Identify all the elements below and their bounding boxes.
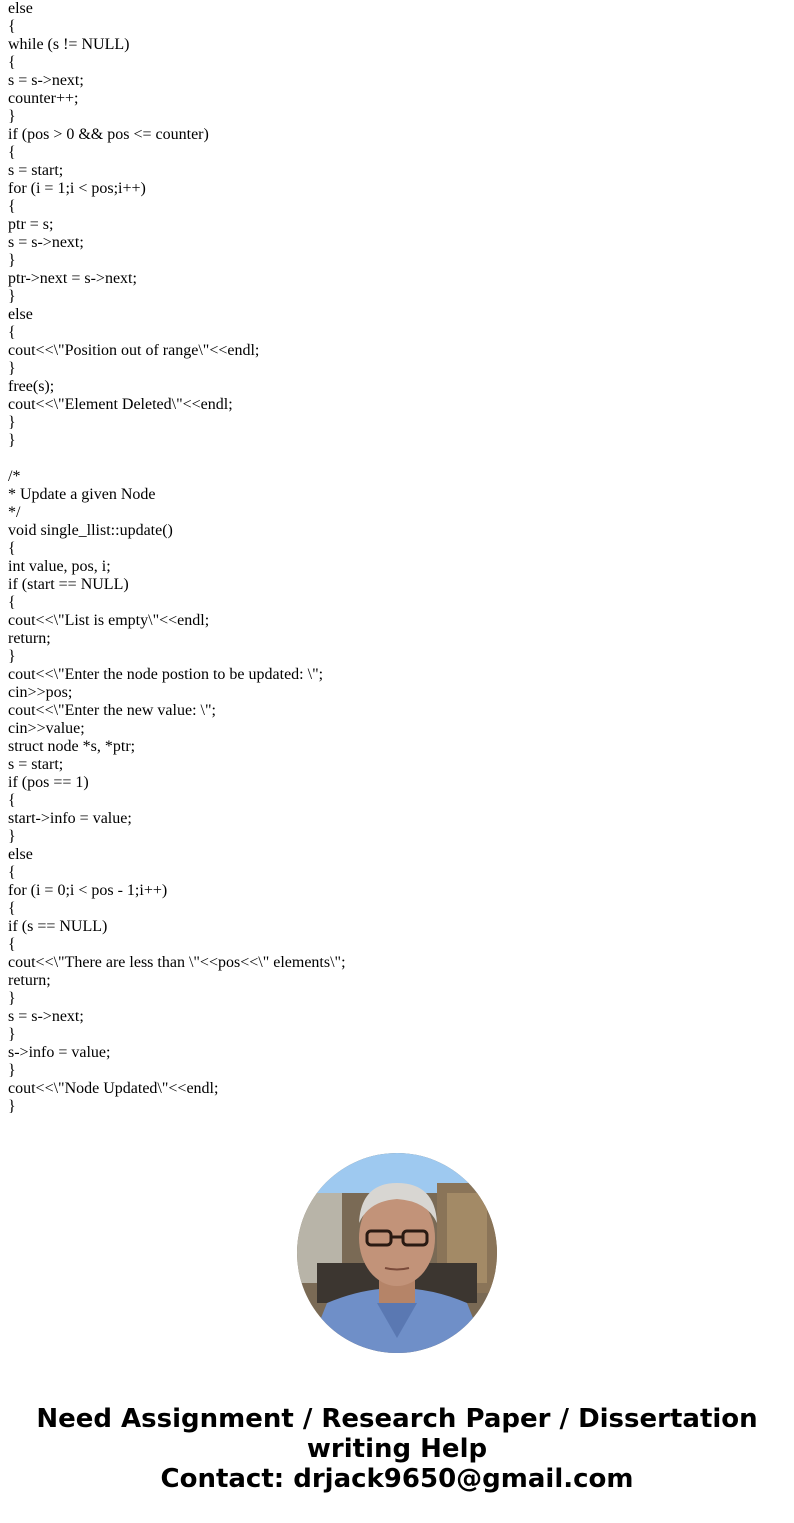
code-line: * Update a given Node: [8, 486, 156, 503]
code-line: start->info = value;: [8, 810, 132, 827]
code-line: }: [8, 108, 16, 125]
code-line: }: [8, 990, 16, 1007]
code-line: s = s->next;: [8, 234, 84, 251]
code-line: {: [8, 900, 16, 917]
code-line: }: [8, 432, 16, 449]
code-line: }: [8, 414, 16, 431]
code-block: [8, 0, 346, 1116]
code-line: ptr->next = s->next;: [8, 270, 137, 287]
code-line: if (pos > 0 && pos <= counter): [8, 126, 209, 143]
code-line: }: [8, 828, 16, 845]
code-line: if (pos == 1): [8, 774, 89, 791]
code-line: {: [8, 540, 16, 557]
code-line: cin>>pos;: [8, 684, 73, 701]
code-line: s = s->next;: [8, 72, 84, 89]
code-line: {: [8, 54, 16, 71]
code-line: if (start == NULL): [8, 576, 129, 593]
code-line: }: [8, 648, 16, 665]
code-line: [8, 450, 346, 468]
author-avatar: [297, 1153, 497, 1353]
code-line: else: [8, 306, 33, 323]
code-line: cout<<\"Position out of range\"<<endl;: [8, 342, 260, 359]
code-line: {: [8, 864, 16, 881]
code-line: }: [8, 1062, 16, 1079]
code-line: s = s->next;: [8, 1008, 84, 1025]
code-line: {: [8, 792, 16, 809]
code-line: cout<<\"Element Deleted\"<<endl;: [8, 396, 233, 413]
code-line: }: [8, 360, 16, 377]
code-line: return;: [8, 630, 51, 647]
code-line: {: [8, 18, 16, 35]
code-line: {: [8, 936, 16, 953]
code-line: cin>>value;: [8, 720, 85, 737]
code-line: struct node *s, *ptr;: [8, 738, 136, 755]
code-line: for (i = 1;i < pos;i++): [8, 180, 146, 197]
code-line: else: [8, 0, 33, 17]
code-line: cout<<\"List is empty\"<<endl;: [8, 612, 210, 629]
code-line: void single_llist::update(): [8, 522, 173, 539]
code-line: free(s);: [8, 378, 55, 395]
code-line: }: [8, 252, 16, 269]
promo-text: [0, 1404, 794, 1494]
promo-line-2: writing Help: [306, 1434, 488, 1464]
code-line: cout<<\"Enter the node postion to be updated: \";: [8, 666, 324, 683]
code-line: cout<<\"Node Updated\"<<endl;: [8, 1080, 219, 1097]
code-line: while (s != NULL): [8, 36, 130, 53]
code-line: s = start;: [8, 162, 64, 179]
code-line: */: [8, 504, 21, 521]
promo-line-3: Contact: drjack9650@gmail.com: [160, 1464, 634, 1494]
code-line: /*: [8, 468, 21, 485]
code-line: {: [8, 144, 16, 161]
code-line: int value, pos, i;: [8, 558, 111, 575]
code-line: {: [8, 198, 16, 215]
code-line: cout<<\"There are less than \"<<pos<<\" elements\";: [8, 954, 346, 971]
code-line: {: [8, 324, 16, 341]
promo-line-1: Need Assignment / Research Paper / Dissertation: [36, 1404, 758, 1434]
code-line: ptr = s;: [8, 216, 54, 233]
code-line: {: [8, 594, 16, 611]
code-line: counter++;: [8, 90, 79, 107]
code-line: cout<<\"Enter the new value: \";: [8, 702, 216, 719]
code-line: }: [8, 288, 16, 305]
code-line: s->info = value;: [8, 1044, 111, 1061]
code-line: else: [8, 846, 33, 863]
code-line: }: [8, 1026, 16, 1043]
code-line: if (s == NULL): [8, 918, 108, 935]
code-line: }: [8, 1098, 16, 1115]
code-line: s = start;: [8, 756, 64, 773]
code-line: for (i = 0;i < pos - 1;i++): [8, 882, 168, 899]
code-line: return;: [8, 972, 51, 989]
